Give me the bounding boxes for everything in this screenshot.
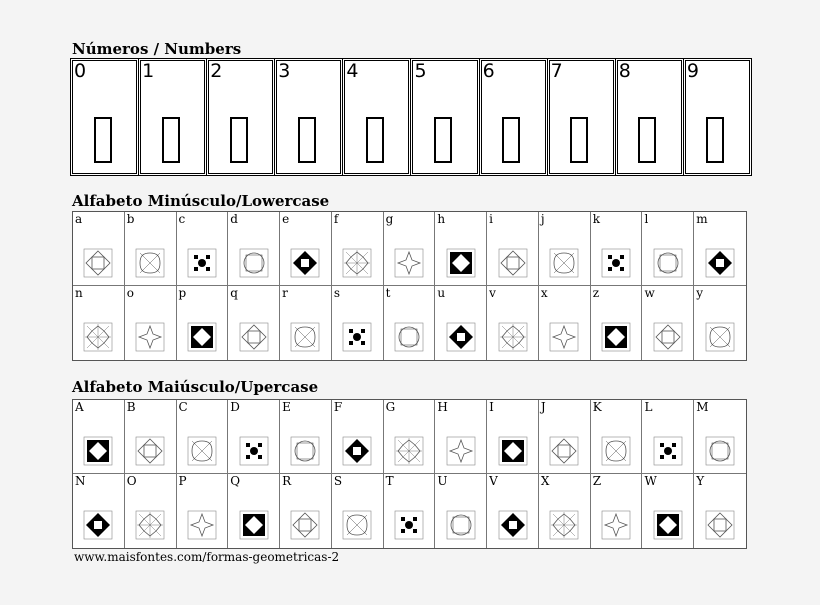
geometric-glyph-icon bbox=[601, 248, 631, 278]
glyph-label: g bbox=[385, 212, 394, 226]
glyph-cell-x bbox=[539, 286, 591, 360]
geometric-glyph-icon bbox=[239, 510, 269, 540]
glyph-cell-F bbox=[332, 400, 384, 474]
glyph-label: u bbox=[437, 286, 446, 300]
numbers-table bbox=[70, 58, 752, 176]
glyph-label: f bbox=[333, 212, 339, 226]
glyph-label: F bbox=[333, 400, 343, 414]
glyph-cell-E bbox=[280, 400, 332, 474]
glyph-label: Z bbox=[592, 474, 602, 488]
glyph-label: Y bbox=[696, 474, 705, 488]
missing-glyph-box bbox=[434, 117, 452, 163]
missing-glyph-box bbox=[230, 117, 248, 163]
geometric-glyph-icon bbox=[83, 436, 113, 466]
glyph-cell-w bbox=[642, 286, 694, 360]
glyph-cell-R bbox=[280, 474, 332, 548]
glyph-cell-P bbox=[177, 474, 229, 548]
missing-glyph-box bbox=[298, 117, 316, 163]
number-cell-4 bbox=[343, 59, 411, 175]
missing-glyph-box bbox=[706, 117, 724, 163]
glyph-label: p bbox=[178, 286, 187, 300]
glyph-cell-l bbox=[642, 212, 694, 286]
geometric-glyph-icon bbox=[705, 510, 735, 540]
glyph-cell-p bbox=[177, 286, 229, 360]
glyph-cell-G bbox=[384, 400, 436, 474]
geometric-glyph-icon bbox=[135, 510, 165, 540]
glyph-label: o bbox=[126, 286, 134, 300]
glyph-cell-I bbox=[487, 400, 539, 474]
glyph-cell-c bbox=[177, 212, 229, 286]
glyph-label: E bbox=[282, 400, 291, 414]
geometric-glyph-icon bbox=[549, 248, 579, 278]
lowercase-section-title: Alfabeto Minúsculo/Lowercase bbox=[72, 192, 330, 210]
geometric-glyph-icon bbox=[290, 510, 320, 540]
geometric-glyph-icon bbox=[187, 510, 217, 540]
glyph-cell-Z bbox=[591, 474, 643, 548]
glyph-cell-h bbox=[435, 212, 487, 286]
glyph-cell-M bbox=[694, 400, 746, 474]
geometric-glyph-icon bbox=[187, 436, 217, 466]
geometric-glyph-icon bbox=[601, 510, 631, 540]
glyph-label: c bbox=[178, 212, 186, 226]
uppercase-glyph-grid bbox=[72, 399, 747, 549]
glyph-label: S bbox=[333, 474, 343, 488]
number-label: 7 bbox=[550, 60, 563, 82]
glyph-cell-u bbox=[435, 286, 487, 360]
number-cell-8 bbox=[616, 59, 684, 175]
geometric-glyph-icon bbox=[498, 510, 528, 540]
number-cell-2 bbox=[207, 59, 275, 175]
number-cell-0 bbox=[71, 59, 139, 175]
geometric-glyph-icon bbox=[394, 510, 424, 540]
glyph-label: K bbox=[592, 400, 602, 414]
glyph-cell-k bbox=[591, 212, 643, 286]
glyph-cell-N bbox=[73, 474, 125, 548]
glyph-label: t bbox=[385, 286, 391, 300]
geometric-glyph-icon bbox=[290, 248, 320, 278]
geometric-glyph-icon bbox=[549, 436, 579, 466]
glyph-label: i bbox=[489, 212, 493, 226]
glyph-cell-e bbox=[280, 212, 332, 286]
glyph-cell-y bbox=[694, 286, 746, 360]
glyph-label: s bbox=[333, 286, 341, 300]
glyph-label: a bbox=[75, 212, 83, 226]
number-label: 0 bbox=[74, 60, 87, 82]
glyph-label: D bbox=[230, 400, 240, 414]
glyph-cell-H bbox=[435, 400, 487, 474]
glyph-label: V bbox=[489, 474, 498, 488]
geometric-glyph-icon bbox=[446, 248, 476, 278]
glyph-cell-o bbox=[125, 286, 177, 360]
number-label: 8 bbox=[618, 60, 631, 82]
number-label: 3 bbox=[278, 60, 291, 82]
glyph-cell-C bbox=[177, 400, 229, 474]
glyph-cell-s bbox=[332, 286, 384, 360]
glyph-label: T bbox=[385, 474, 394, 488]
glyph-cell-m bbox=[694, 212, 746, 286]
geometric-glyph-icon bbox=[83, 510, 113, 540]
geometric-glyph-icon bbox=[601, 322, 631, 352]
glyph-label: M bbox=[696, 400, 709, 414]
glyph-label: Q bbox=[230, 474, 241, 488]
glyph-label: W bbox=[644, 474, 657, 488]
geometric-glyph-icon bbox=[290, 436, 320, 466]
geometric-glyph-icon bbox=[290, 322, 320, 352]
geometric-glyph-icon bbox=[446, 322, 476, 352]
geometric-glyph-icon bbox=[549, 322, 579, 352]
glyph-label: U bbox=[437, 474, 448, 488]
geometric-glyph-icon bbox=[653, 436, 683, 466]
glyph-label: h bbox=[437, 212, 446, 226]
geometric-glyph-icon bbox=[135, 248, 165, 278]
glyph-label: r bbox=[282, 286, 288, 300]
glyph-cell-K bbox=[591, 400, 643, 474]
missing-glyph-box bbox=[162, 117, 180, 163]
geometric-glyph-icon bbox=[705, 436, 735, 466]
geometric-glyph-icon bbox=[705, 248, 735, 278]
geometric-glyph-icon bbox=[549, 510, 579, 540]
glyph-label: y bbox=[696, 286, 703, 300]
glyph-label: e bbox=[282, 212, 290, 226]
glyph-cell-q bbox=[228, 286, 280, 360]
geometric-glyph-icon bbox=[653, 248, 683, 278]
glyph-cell-W bbox=[642, 474, 694, 548]
number-cell-3 bbox=[275, 59, 343, 175]
uppercase-section-title: Alfabeto Maiúsculo/Upercase bbox=[72, 378, 319, 396]
glyph-cell-T bbox=[384, 474, 436, 548]
glyph-label: N bbox=[75, 474, 86, 488]
geometric-glyph-icon bbox=[342, 436, 372, 466]
glyph-label: R bbox=[282, 474, 292, 488]
glyph-label: z bbox=[592, 286, 600, 300]
glyph-cell-a bbox=[73, 212, 125, 286]
missing-glyph-box bbox=[502, 117, 520, 163]
number-cell-7 bbox=[548, 59, 616, 175]
number-cell-5 bbox=[411, 59, 479, 175]
glyph-cell-v bbox=[487, 286, 539, 360]
glyph-label: J bbox=[540, 400, 546, 414]
geometric-glyph-icon bbox=[498, 322, 528, 352]
lowercase-glyph-grid bbox=[72, 211, 747, 361]
glyph-cell-i bbox=[487, 212, 539, 286]
glyph-cell-z bbox=[591, 286, 643, 360]
number-cell-9 bbox=[684, 59, 751, 175]
number-label: 4 bbox=[346, 60, 359, 82]
geometric-glyph-icon bbox=[187, 322, 217, 352]
geometric-glyph-icon bbox=[394, 248, 424, 278]
geometric-glyph-icon bbox=[135, 436, 165, 466]
geometric-glyph-icon bbox=[83, 322, 113, 352]
glyph-label: d bbox=[230, 212, 238, 226]
missing-glyph-box bbox=[570, 117, 588, 163]
glyph-cell-r bbox=[280, 286, 332, 360]
glyph-label: v bbox=[489, 286, 496, 300]
glyph-label: B bbox=[126, 400, 136, 414]
geometric-glyph-icon bbox=[498, 436, 528, 466]
glyph-label: I bbox=[489, 400, 494, 414]
number-label: 5 bbox=[414, 60, 427, 82]
geometric-glyph-icon bbox=[135, 322, 165, 352]
glyph-cell-g bbox=[384, 212, 436, 286]
glyph-cell-B bbox=[125, 400, 177, 474]
geometric-glyph-icon bbox=[342, 510, 372, 540]
glyph-cell-U bbox=[435, 474, 487, 548]
geometric-glyph-icon bbox=[239, 322, 269, 352]
glyph-label: l bbox=[644, 212, 649, 226]
glyph-cell-n bbox=[73, 286, 125, 360]
geometric-glyph-icon bbox=[394, 436, 424, 466]
missing-glyph-box bbox=[366, 117, 384, 163]
glyph-label: L bbox=[644, 400, 653, 414]
glyph-label: P bbox=[178, 474, 187, 488]
glyph-cell-L bbox=[642, 400, 694, 474]
numbers-section-title: Números / Numbers bbox=[72, 40, 242, 58]
glyph-label: j bbox=[540, 212, 545, 226]
geometric-glyph-icon bbox=[394, 322, 424, 352]
glyph-cell-Y bbox=[694, 474, 746, 548]
glyph-cell-D bbox=[228, 400, 280, 474]
geometric-glyph-icon bbox=[83, 248, 113, 278]
geometric-glyph-icon bbox=[342, 248, 372, 278]
glyph-label: b bbox=[126, 212, 135, 226]
glyph-cell-t bbox=[384, 286, 436, 360]
glyph-label: C bbox=[178, 400, 188, 414]
geometric-glyph-icon bbox=[705, 322, 735, 352]
glyph-label: k bbox=[592, 212, 600, 226]
glyph-label: x bbox=[540, 286, 548, 300]
geometric-glyph-icon bbox=[498, 248, 528, 278]
number-cell-6 bbox=[480, 59, 548, 175]
geometric-glyph-icon bbox=[239, 248, 269, 278]
number-label: 2 bbox=[210, 60, 223, 82]
geometric-glyph-icon bbox=[187, 248, 217, 278]
geometric-glyph-icon bbox=[601, 436, 631, 466]
glyph-cell-J bbox=[539, 400, 591, 474]
glyph-cell-f bbox=[332, 212, 384, 286]
glyph-cell-O bbox=[125, 474, 177, 548]
glyph-cell-X bbox=[539, 474, 591, 548]
glyph-cell-V bbox=[487, 474, 539, 548]
glyph-cell-S bbox=[332, 474, 384, 548]
glyph-label: m bbox=[696, 212, 708, 226]
geometric-glyph-icon bbox=[239, 436, 269, 466]
glyph-label: q bbox=[230, 286, 238, 300]
missing-glyph-box bbox=[94, 117, 112, 163]
number-label: 9 bbox=[686, 60, 699, 82]
glyph-cell-b bbox=[125, 212, 177, 286]
geometric-glyph-icon bbox=[653, 322, 683, 352]
glyph-label: G bbox=[385, 400, 396, 414]
glyph-cell-Q bbox=[228, 474, 280, 548]
glyph-cell-j bbox=[539, 212, 591, 286]
geometric-glyph-icon bbox=[446, 436, 476, 466]
glyph-cell-d bbox=[228, 212, 280, 286]
geometric-glyph-icon bbox=[446, 510, 476, 540]
geometric-glyph-icon bbox=[653, 510, 683, 540]
glyph-label: w bbox=[644, 286, 655, 300]
glyph-label: H bbox=[437, 400, 448, 414]
glyph-label: X bbox=[540, 474, 550, 488]
glyph-label: n bbox=[75, 286, 83, 300]
number-cell-1 bbox=[139, 59, 207, 175]
number-label: 6 bbox=[482, 60, 495, 82]
number-label: 1 bbox=[142, 60, 155, 82]
missing-glyph-box bbox=[638, 117, 656, 163]
footer-url: www.maisfontes.com/formas-geometricas-2 bbox=[74, 550, 340, 564]
glyph-label: O bbox=[126, 474, 137, 488]
glyph-cell-A bbox=[73, 400, 125, 474]
geometric-glyph-icon bbox=[342, 322, 372, 352]
glyph-label: A bbox=[75, 400, 84, 414]
